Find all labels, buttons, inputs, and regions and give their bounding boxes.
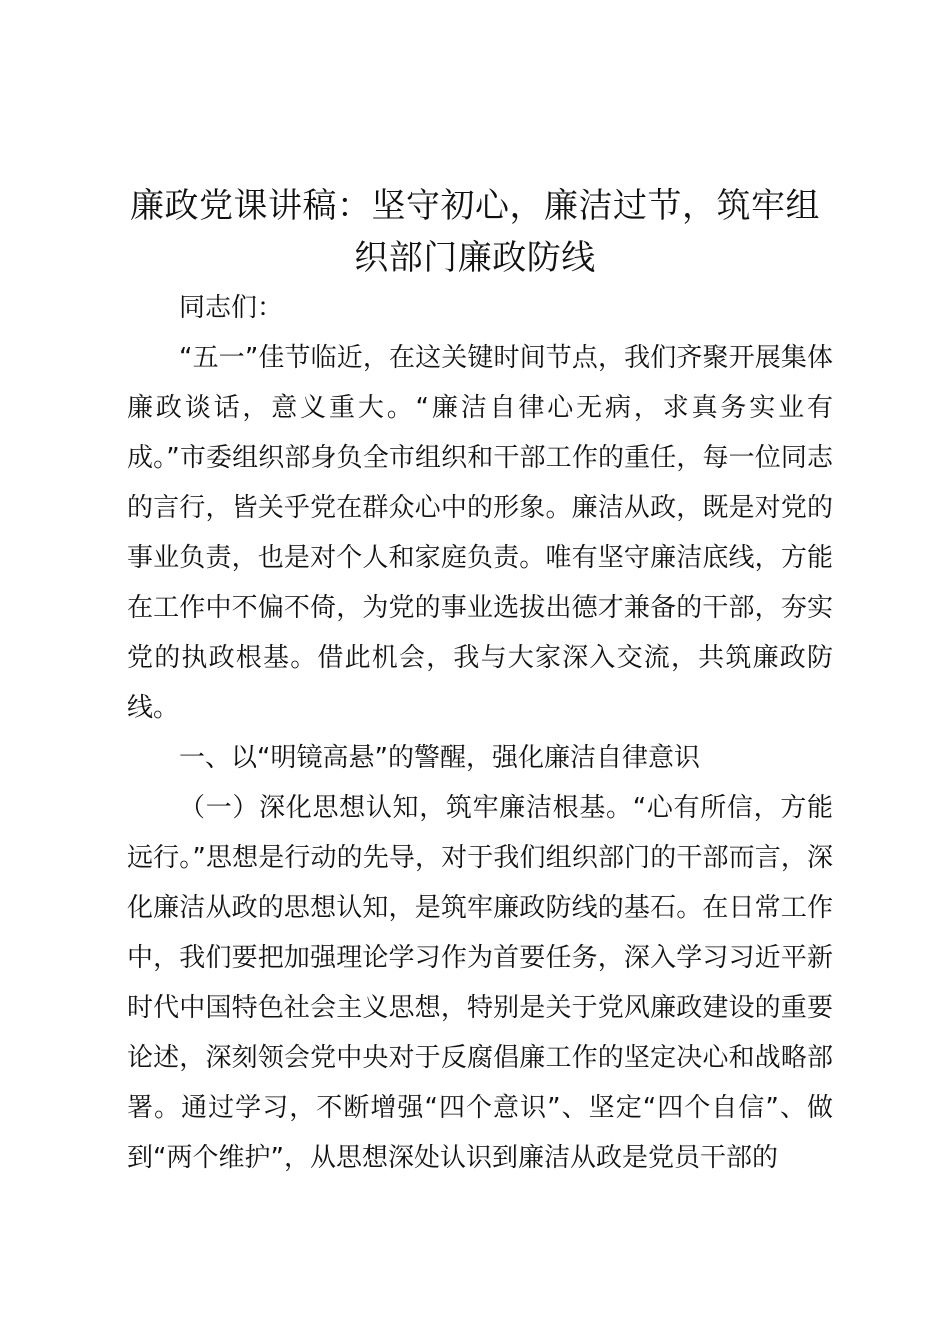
document-body xyxy=(127,283,833,1183)
intro-paragraph: “五一”佳节临近，在这关键时间节点，我们齐聚开展集体廉政谈话，意义重大。“廉洁自律心无病，求真务实业有成。”市委组织部身负全市组织和干部工作的重任，每一位同志的言行，皆关乎党在群众心中的形象。廉洁从政，既是对党的事业负责，也是对个人和家庭负责。唯有坚守廉洁底线，方能在工作中不偏不倚，为党的事业选拔出德才兼备的干部，夯实党的执政根基。借此机会，我与大家深入交流，共筑廉政防线。 xyxy=(127,343,833,723)
salutation: 同志们： xyxy=(179,293,284,323)
subsection-paragraph-1: （一）深化思想认知，筑牢廉洁根基。“心有所信，方能远行。”思想是行动的先导，对于我们组织部门的干部而言，深化廉洁从政的思想认知，是筑牢廉政防线的基石。在日常工作中，我们要把加强理论学习作为首要任务，深入学习习近平新时代中国特色社会主义思想，特别是关于党风廉政建设的重要论述，深刻领会党中央对于反腐倡廉工作的坚定决心和战略部署。通过学习，不断增强“四个意识”、坚定“四个自信”、做到“两个维护”，从思想深处认识到廉洁从政是党员干部的 xyxy=(127,793,833,1173)
title-line-2: 织部门廉政防线 xyxy=(354,238,596,278)
section-heading-1: 一、以“明镜高悬”的警醒，强化廉洁自律意识 xyxy=(179,743,700,773)
title-line-1: 廉政党课讲稿：坚守初心，廉洁过节，筑牢组 xyxy=(130,186,820,226)
document-title xyxy=(100,180,850,284)
